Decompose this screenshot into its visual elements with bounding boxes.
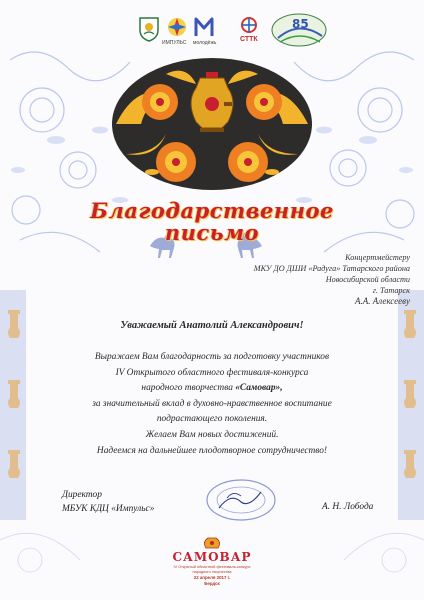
impuls-center-icon [164,16,190,38]
addressee-block [170,252,410,307]
body-line-3 [30,381,394,397]
title-line-2: письмо [164,220,260,245]
body-line-6: Желаем Вам новых достижений. [145,429,279,440]
signatory-role: Директор [62,490,102,500]
festival-name: «Самовар», [235,383,283,394]
signatory-org: МБУК КДЦ «Импульс» [62,504,155,514]
sttk-icon [238,16,260,34]
addressee-name: А.А. Алексееву [354,296,410,306]
footer-date: 22 апреля 2017 г. [193,575,231,580]
samovar-logo-icon [172,536,252,550]
molodezh-label: молодёжь [193,40,217,46]
greeting: Уважаемый Анатолий Александрович! [120,320,304,331]
body-line-5: подрастающего поколения. [156,414,268,425]
body-line-1: Выражаем Вам благодарность за подготовку участников [94,352,330,362]
partner-logos [0,10,424,50]
signatory-block [62,488,154,516]
coat-of-arms-icon [138,16,160,42]
footer-city: Бердск [204,581,220,586]
anniversary-label: 85 [292,17,309,31]
footer-subtitle: IV Открытый областной фестиваль-конкурс народного творчества [173,565,251,574]
body-line-7: Надеемся на дальнейшее плодотворное сотрудничество! [96,445,328,456]
samovar-festival-logo [172,536,252,592]
signatory-name: А. Н. Лобода [322,502,374,512]
impuls-label: ИМПУЛЬС [162,40,187,46]
body-line-3-prefix: народного творчества [141,383,236,394]
addressee-city: г. Татарск [372,286,410,295]
round-stamp [205,478,277,522]
addressee-position: Концертмейстеру [345,253,410,262]
addressee-region: Новосибирской области [325,275,410,284]
molodezh-icon [194,16,214,38]
khokhloma-samovar-ornament [96,54,328,194]
addressee-institution: МКУ ДО ДШИ «Радуга» Татарского района [253,264,410,273]
title-line-1: Благодарственное [90,198,334,223]
letter-body [30,350,394,459]
sttk-label: СТТК [240,36,258,43]
body-line-4: за значительный вклад в духовно-нравственное воспитание [92,398,332,409]
body-line-2: IV Открытого областного фестиваля-конкурса [115,367,309,378]
footer-title: САМОВАР [172,550,252,564]
